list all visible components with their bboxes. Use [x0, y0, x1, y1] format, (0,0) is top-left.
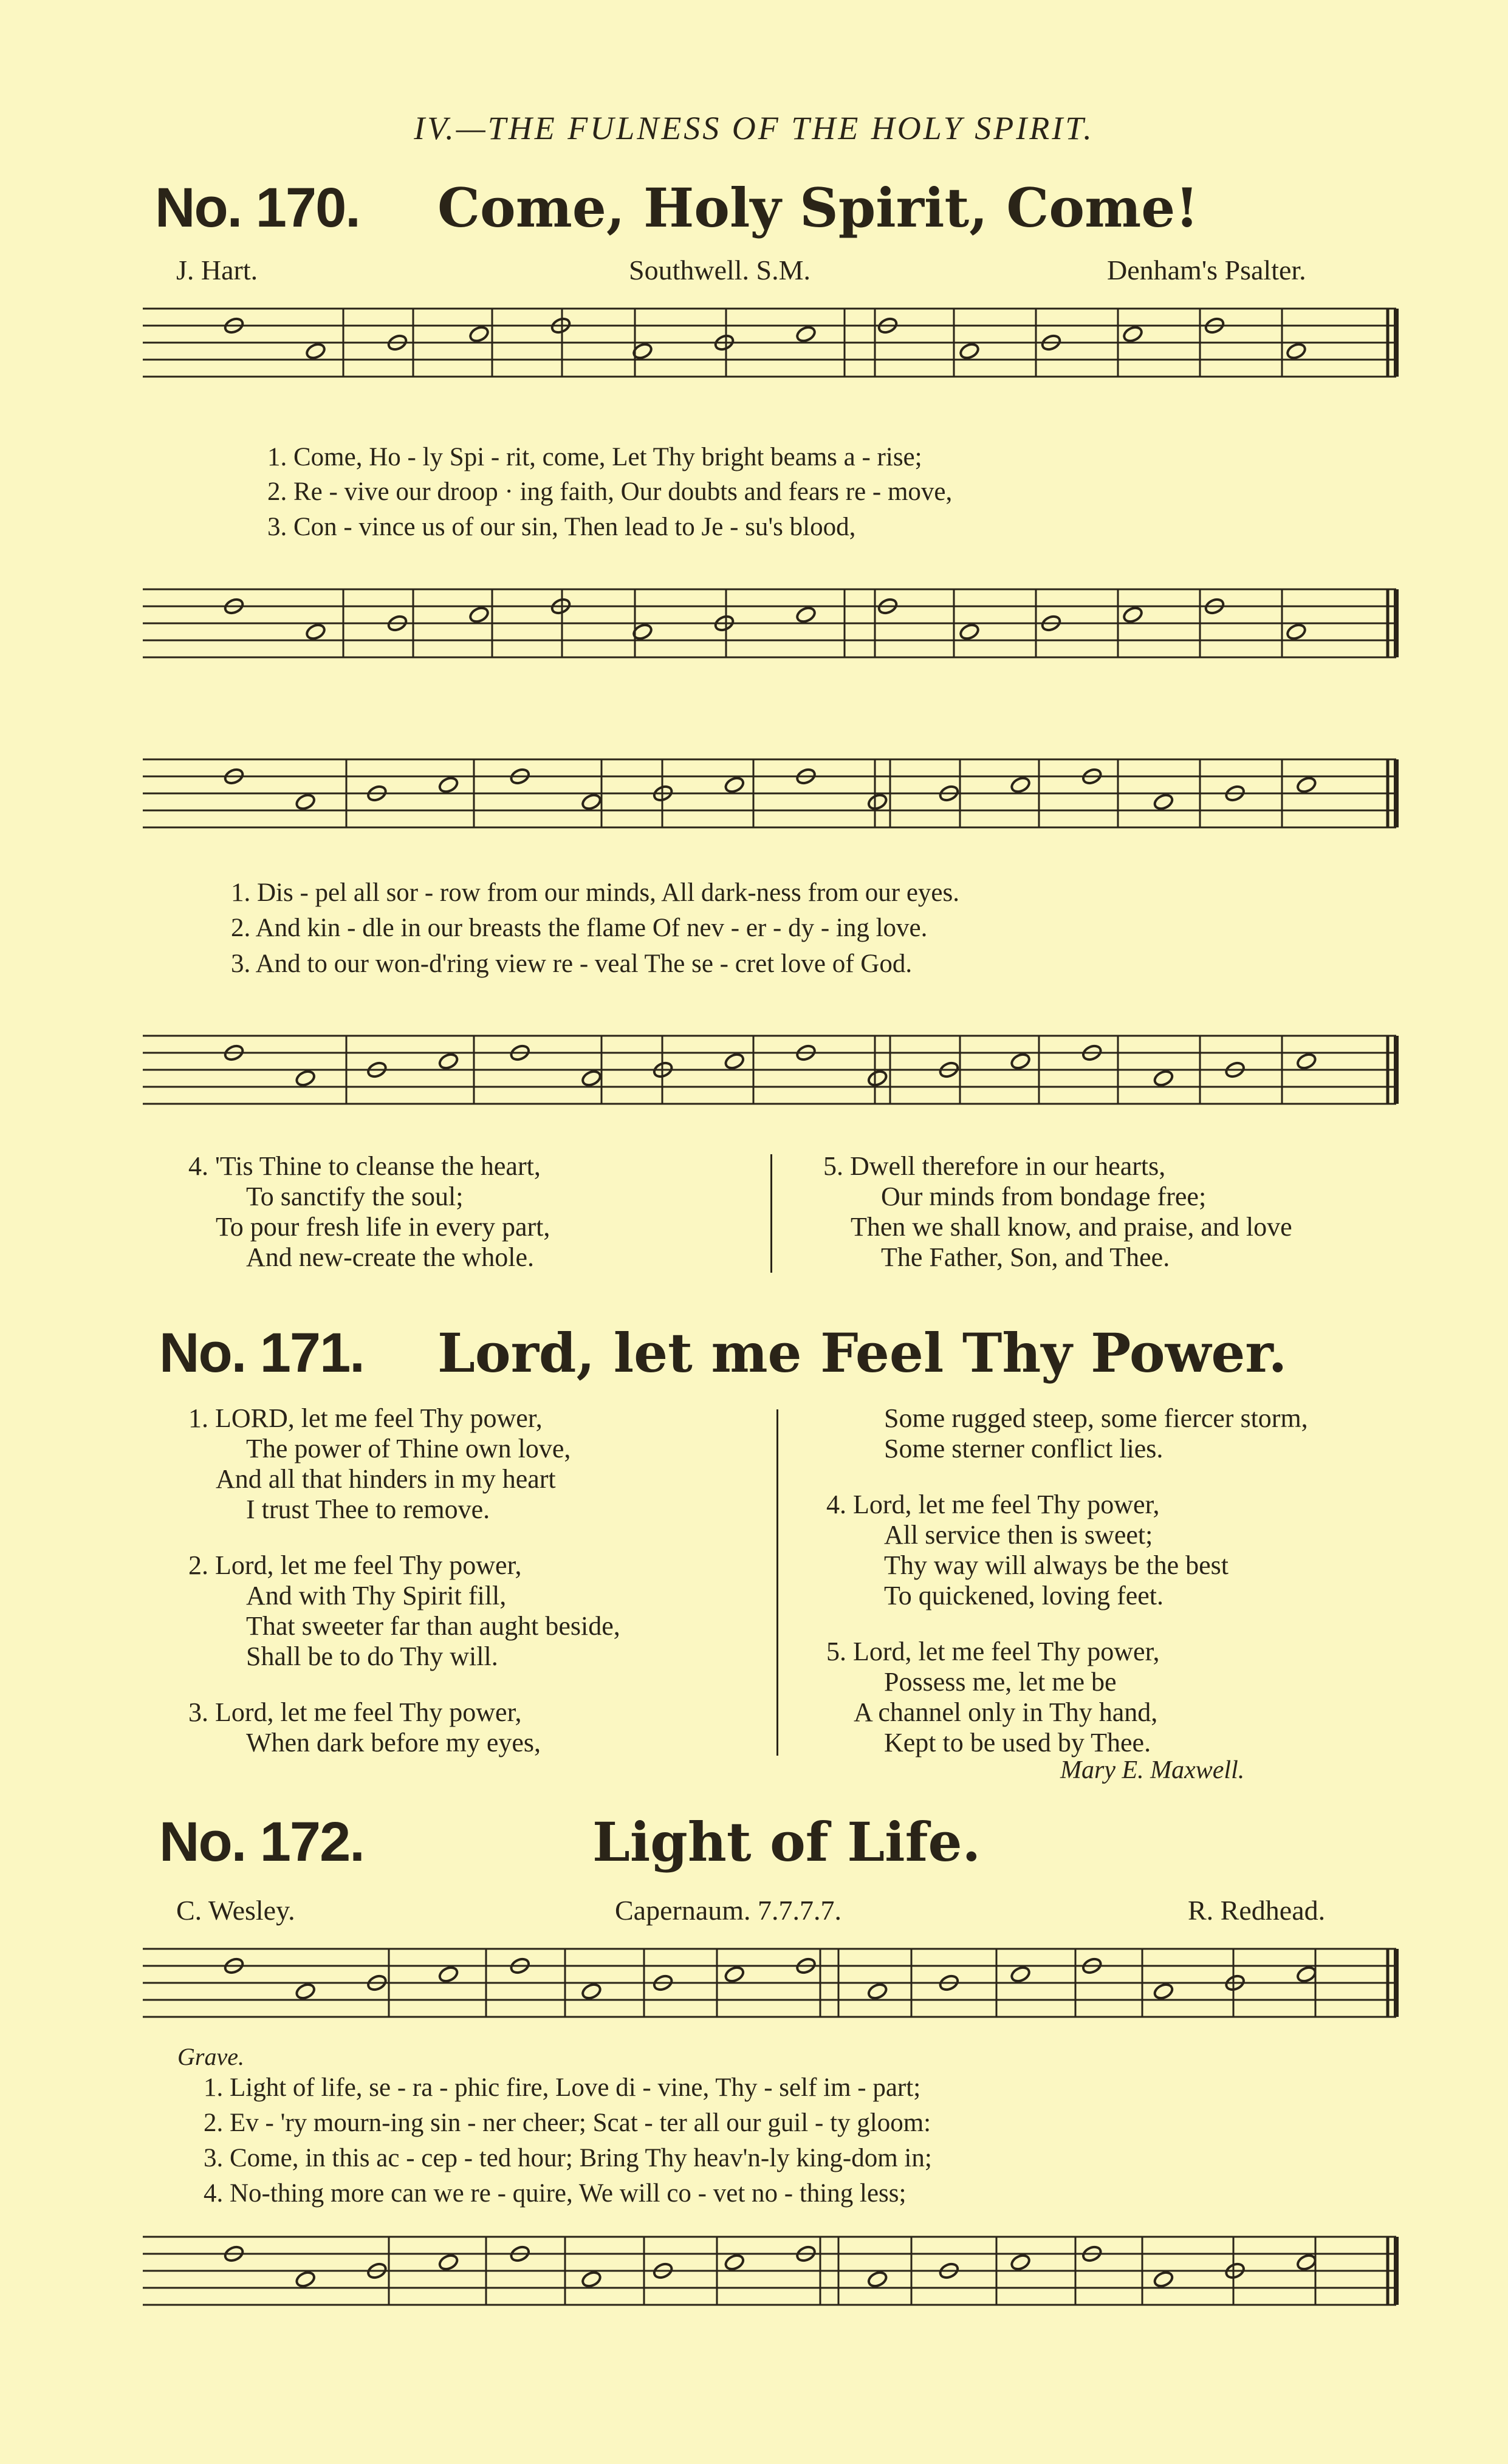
verse-line: Our minds from bondage free;	[881, 1182, 1207, 1211]
verse-line: To quickened, loving feet.	[884, 1581, 1164, 1610]
note-head	[1286, 342, 1308, 361]
note-head	[437, 776, 459, 795]
note-head	[1122, 606, 1144, 625]
verse-line: Shall be to do Thy will.	[246, 1641, 498, 1671]
note-head	[1122, 325, 1144, 344]
hymn-172-line-1: 1. Light of life, se - ra - phic fire, Love di - vine, Thy - self im - part;	[204, 2073, 921, 2102]
note-head	[581, 1069, 603, 1088]
verse-line: Thy way will always be the best	[884, 1550, 1229, 1580]
verse-line: Some rugged steep, some fiercer storm,	[884, 1403, 1308, 1433]
hymn-170-source: Denham's Psalter.	[1107, 255, 1306, 286]
note-head	[724, 1965, 745, 1984]
verse-line: The power of Thine own love,	[246, 1434, 571, 1463]
note-head	[1010, 1052, 1032, 1071]
note-head	[724, 2253, 745, 2272]
note-head	[1153, 793, 1174, 812]
verse-line: Then we shall know, and praise, and love	[851, 1212, 1292, 1242]
hymn-172-line-4: 4. No-thing more can we re - quire, We will co - vet no - thing less;	[204, 2179, 907, 2208]
note-head	[795, 325, 817, 344]
hymn-170-author: J. Hart.	[176, 255, 258, 286]
note-head	[866, 793, 888, 812]
verse-line: Kept to be used by Thee.	[884, 1728, 1151, 1757]
note-head	[866, 1982, 888, 2001]
hymn-170-s1-line-2: 2. Re - vive our droop · ing faith, Our doubts and fears re - move,	[267, 477, 953, 506]
note-head	[1010, 2253, 1032, 2272]
verse-line: 3. Lord, let me feel Thy power,	[188, 1697, 522, 1727]
note-head	[305, 623, 327, 642]
hymn-171-number: No. 171.	[159, 1322, 364, 1384]
hymn-172-tune: Capernaum. 7.7.7.7.	[615, 1895, 842, 1926]
note-head	[1010, 776, 1032, 795]
note-head	[959, 623, 981, 642]
note-head	[795, 606, 817, 625]
verse-line: Possess me, let me be	[884, 1667, 1117, 1697]
verse-line	[188, 1525, 620, 1550]
verse-line: 5. Dwell therefore in our hearts,	[823, 1151, 1166, 1181]
verse-line: That sweeter far than aught beside,	[246, 1611, 620, 1641]
note-head	[1286, 623, 1308, 642]
hymn-171-right-column	[826, 1403, 1308, 1758]
note-head	[437, 2253, 459, 2272]
hymn-170-s2-line-3: 3. And to our won-d'ring view re - veal The se - cret love of God.	[231, 950, 913, 978]
verse-line: All service then is sweet;	[884, 1520, 1153, 1550]
hymn-172-title: Light of Life.	[592, 1810, 981, 1874]
hymn-171-attribution: Mary E. Maxwell.	[1060, 1756, 1245, 1784]
verse-line: A channel only in Thy hand,	[854, 1697, 1158, 1727]
verse-line: 1. LORD, let me feel Thy power,	[188, 1403, 543, 1433]
note-head	[581, 1982, 603, 2001]
note-head	[468, 606, 490, 625]
note-head	[724, 1052, 745, 1071]
hymn-170-tune: Southwell. S.M.	[629, 255, 811, 286]
hymn-172-author: C. Wesley.	[176, 1895, 295, 1926]
note-head	[1153, 1982, 1174, 2001]
note-head	[295, 2270, 317, 2289]
note-head	[1295, 1052, 1317, 1071]
note-head	[866, 1069, 888, 1088]
verse-line: 2. Lord, let me feel Thy power,	[188, 1550, 522, 1580]
verse-line: 4. Lord, let me feel Thy power,	[826, 1490, 1160, 1519]
verse-line	[826, 1611, 1308, 1637]
hymn-171-title: Lord, let me Feel Thy Power.	[437, 1321, 1287, 1384]
note-head	[437, 1965, 459, 1984]
hymn-172-source: R. Redhead.	[1188, 1895, 1326, 1926]
tempo-marking: Grave.	[177, 2043, 244, 2070]
note-head	[1295, 776, 1317, 795]
hymn-170-s2-line-2: 2. And kin - dle in our breasts the flame Of nev - er - dy - ing love.	[231, 914, 928, 942]
verse-line: To sanctify the soul;	[246, 1182, 464, 1211]
verse-line: Some sterner conflict lies.	[884, 1434, 1164, 1463]
verse-line: To pour fresh life in every part,	[216, 1212, 550, 1242]
verse-line	[826, 1464, 1308, 1490]
note-head	[305, 342, 327, 361]
verse-line: 5. Lord, let me feel Thy power,	[826, 1637, 1160, 1666]
verse-line: I trust Thee to remove.	[246, 1494, 490, 1524]
hymn-170-s1-line-3: 3. Con - vince us of our sin, Then lead to Je - su's blood,	[267, 513, 856, 541]
verse-line: And all that hinders in my heart	[216, 1464, 556, 1494]
verse-line: The Father, Son, and Thee.	[881, 1242, 1170, 1272]
verse-line: And new-create the whole.	[246, 1242, 535, 1272]
hymn-171-left-column	[188, 1403, 620, 1758]
verse-line	[188, 1672, 620, 1697]
note-head	[581, 793, 603, 812]
note-head	[724, 776, 745, 795]
note-head	[295, 1069, 317, 1088]
note-head	[1295, 1965, 1317, 1984]
hymn-170-verse-5	[823, 1151, 1292, 1273]
column-divider	[770, 1154, 772, 1273]
hymn-170-number: No. 170.	[155, 177, 360, 239]
section-header: IV.—THE FULNESS OF THE HOLY SPIRIT.	[414, 110, 1094, 146]
note-head	[295, 1982, 317, 2001]
hymn-172-number: No. 172.	[159, 1811, 364, 1873]
note-head	[437, 1052, 459, 1071]
hymn-170-s2-line-1: 1. Dis - pel all sor - row from our minds, All dark-ness from our eyes.	[231, 878, 960, 907]
note-head	[1295, 2253, 1317, 2272]
verse-line: When dark before my eyes,	[246, 1728, 541, 1757]
verse-line: 4. 'Tis Thine to cleanse the heart,	[188, 1151, 541, 1181]
note-head	[1153, 1069, 1174, 1088]
verse-line: And with Thy Spirit fill,	[246, 1581, 507, 1610]
hymn-170-verse-4	[188, 1151, 550, 1273]
note-head	[959, 342, 981, 361]
hymn-172-line-3: 3. Come, in this ac - cep - ted hour; Bring Thy heav'n-ly king-dom in;	[204, 2144, 932, 2172]
note-head	[866, 2270, 888, 2289]
note-head	[1010, 1965, 1032, 1984]
hymn-170-title: Come, Holy Spirit, Come!	[437, 176, 1199, 239]
note-head	[468, 325, 490, 344]
column-divider	[776, 1409, 778, 1756]
note-head	[581, 2270, 603, 2289]
hymn-170-s1-line-1: 1. Come, Ho - ly Spi - rit, come, Let Thy bright beams a - rise;	[267, 443, 922, 471]
note-head	[1153, 2270, 1174, 2289]
hymn-172-line-2: 2. Ev - 'ry mourn-ing sin - ner cheer; Scat - ter all our guil - ty gloom:	[204, 2109, 931, 2137]
note-head	[295, 793, 317, 812]
